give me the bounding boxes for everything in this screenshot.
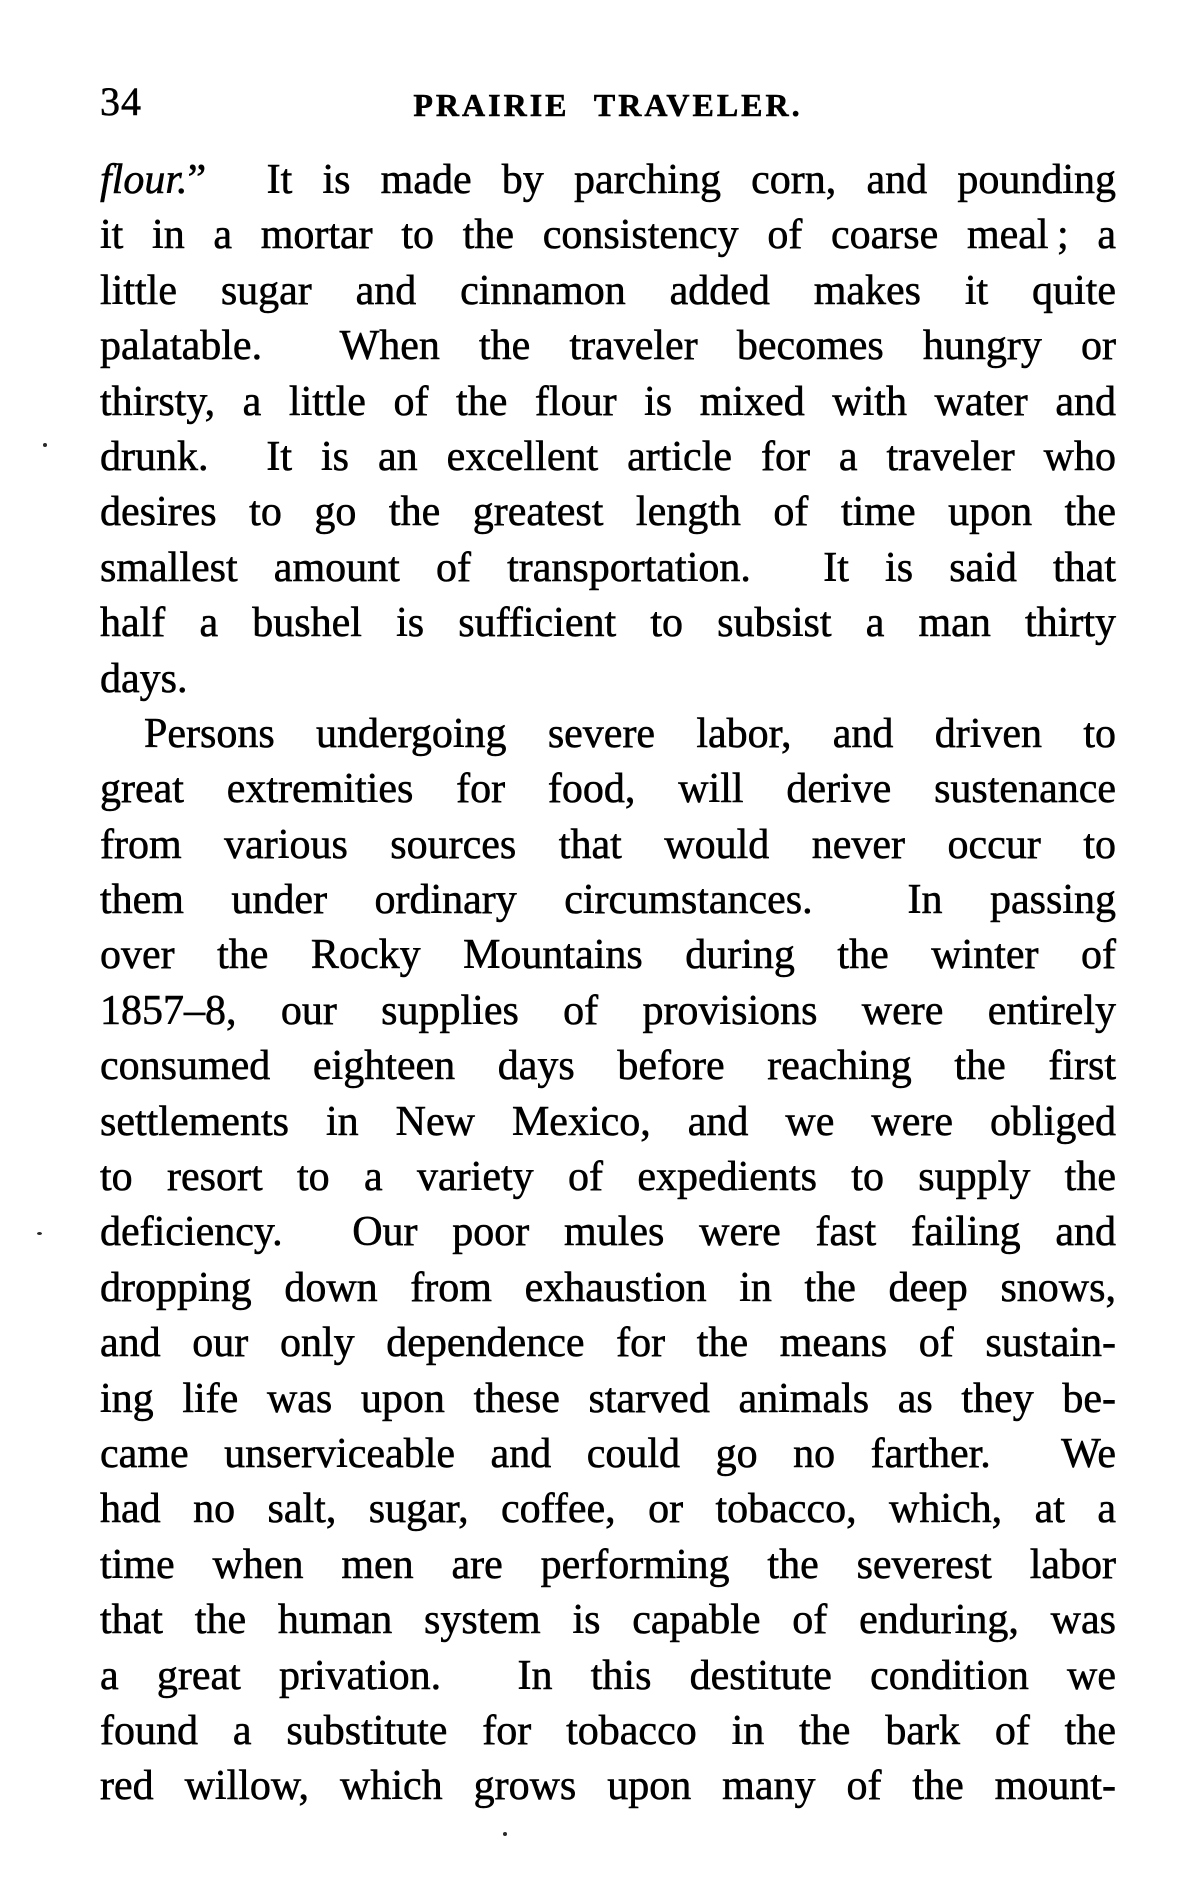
text-line — [100, 541, 1116, 596]
text-line — [100, 818, 1116, 873]
text-line — [100, 1482, 1116, 1537]
text-segment: dropping down from exhaustion in the deep snows, — [100, 1264, 1116, 1311]
text-line — [100, 1372, 1116, 1427]
text-line — [100, 928, 1116, 983]
text-line — [100, 153, 1116, 208]
text-line — [100, 1593, 1116, 1648]
text-segment: palatable. When the traveler becomes hungry or — [100, 323, 1116, 370]
italic-text-segment: flour. — [100, 157, 188, 203]
page-header — [100, 79, 1116, 128]
text-segment: them under ordinary circumstances. In passing — [100, 877, 1116, 924]
text-segment: a great privation. In this destitute condition we — [100, 1652, 1116, 1699]
text-line — [100, 1095, 1116, 1150]
text-line — [100, 485, 1116, 540]
text-line — [100, 208, 1116, 263]
text-segment: time when men are performing the severest labor — [100, 1541, 1116, 1588]
text-line — [100, 873, 1116, 928]
text-line — [100, 596, 1116, 651]
text-segment: smallest amount of transportation. It is said that — [100, 544, 1116, 591]
text-line — [100, 1427, 1116, 1482]
text-line — [100, 1150, 1116, 1205]
scan-artifact-dot — [503, 1832, 507, 1836]
text-segment: it in a mortar to the consistency of coarse meal ; a — [100, 212, 1116, 259]
text-segment: had no salt, sugar, coffee, or tobacco, which, at a — [100, 1486, 1116, 1533]
text-segment: thirsty, a little of the flour is mixed with water and — [100, 378, 1116, 425]
text-line — [100, 1039, 1116, 1094]
text-segment: found a substitute for tobacco in the bark of the — [100, 1707, 1116, 1754]
scan-artifact-dot — [43, 443, 47, 447]
text-line — [100, 707, 1116, 762]
text-line — [100, 1538, 1116, 1593]
running-title: PRAIRIE TRAVELER. — [413, 87, 803, 123]
text-line — [100, 652, 1116, 707]
text-segment: and our only dependence for the means of sustain- — [100, 1320, 1116, 1367]
text-line — [100, 762, 1116, 817]
text-segment: half a bushel is sufficient to subsist a man thirty — [100, 600, 1116, 647]
text-line — [100, 1205, 1116, 1260]
text-segment: deficiency. Our poor mules were fast failing and — [100, 1209, 1116, 1256]
text-line — [100, 264, 1116, 319]
text-segment: over the Rocky Mountains during the winter of — [100, 932, 1116, 979]
text-segment: red willow, which grows upon many of the mount- — [100, 1763, 1116, 1810]
text-segment: to resort to a variety of expedients to supply the — [100, 1154, 1116, 1201]
text-segment: ” It is made by parching corn, and pounding — [187, 157, 1116, 203]
text-segment: from various sources that would never occur to — [100, 821, 1116, 868]
text-segment: days. — [100, 655, 188, 702]
text-segment: drunk. It is an excellent article for a traveler who — [100, 433, 1116, 480]
page-number: 34 — [100, 79, 142, 124]
text-segment: little sugar and cinnamon added makes it quite — [100, 267, 1116, 314]
text-segment: consumed eighteen days before reaching the first — [100, 1043, 1116, 1090]
text-line — [100, 430, 1116, 485]
text-line — [100, 1649, 1116, 1704]
page-body — [100, 153, 1116, 1815]
text-line — [100, 375, 1116, 430]
text-line — [100, 984, 1116, 1039]
text-line — [100, 1759, 1116, 1814]
text-segment: 1857–8, our supplies of provisions were entirely — [100, 987, 1116, 1034]
text-line — [100, 319, 1116, 374]
text-segment: ing life was upon these starved animals as they be- — [100, 1375, 1116, 1422]
text-segment: desires to go the greatest length of time upon the — [100, 489, 1116, 536]
text-segment: settlements in New Mexico, and we were obliged — [100, 1098, 1116, 1145]
text-line — [100, 1316, 1116, 1371]
text-segment: Persons undergoing severe labor, and driven to — [144, 710, 1116, 757]
text-segment: that the human system is capable of enduring, was — [100, 1597, 1116, 1644]
text-segment: great extremities for food, will derive sustenance — [100, 766, 1116, 813]
text-line — [100, 1704, 1116, 1759]
text-line — [100, 1261, 1116, 1316]
text-segment: came unserviceable and could go no farther. We — [100, 1430, 1116, 1477]
scan-artifact-dot — [37, 1232, 42, 1235]
